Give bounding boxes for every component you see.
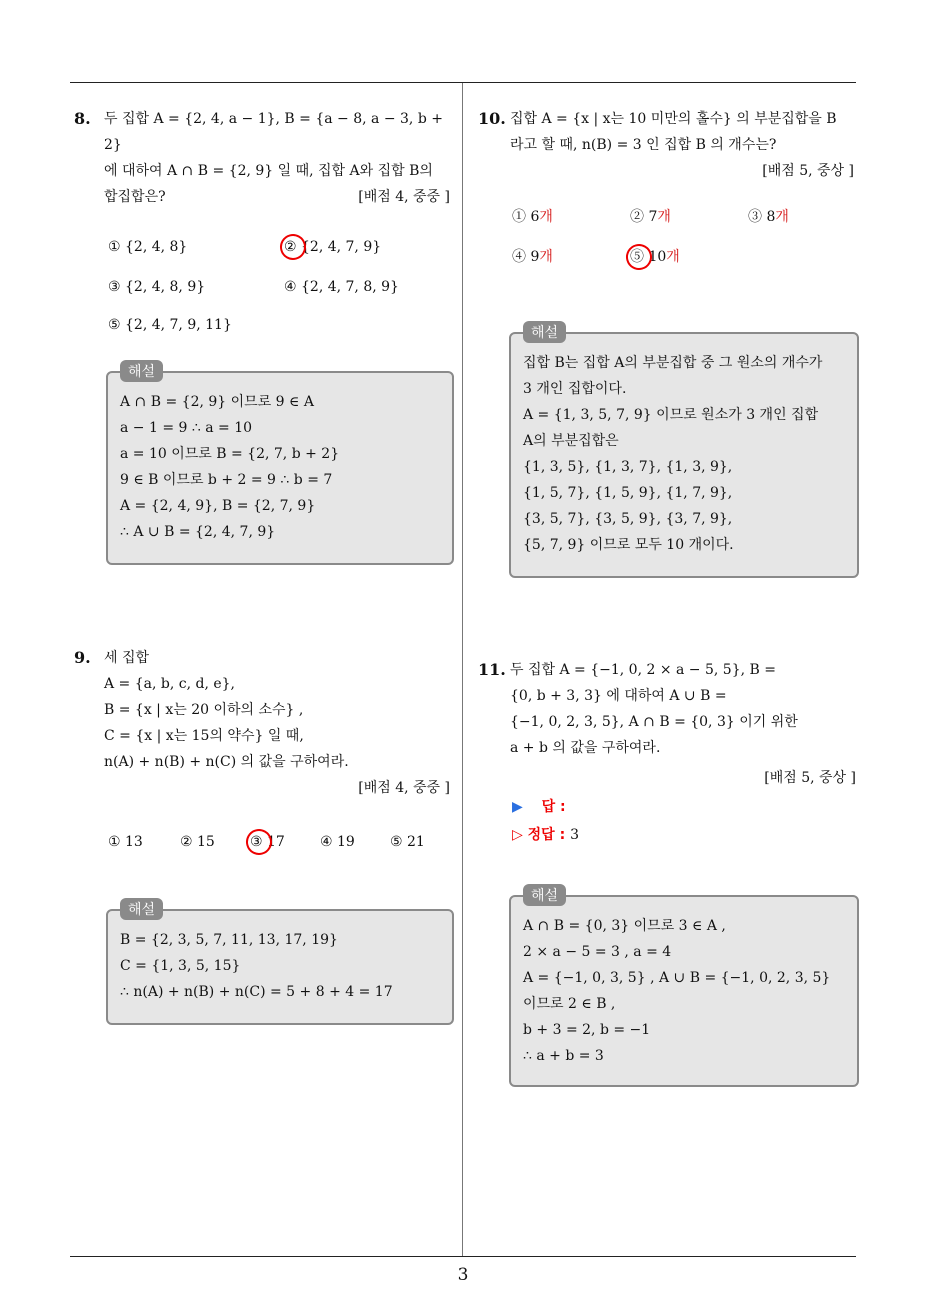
explanation-line: {1, 3, 5}, {1, 3, 7}, {1, 3, 9}, — [523, 459, 733, 475]
explanation-line: ∴ a + b = 3 — [523, 1048, 604, 1064]
choice-1[interactable]: ① {2, 4, 8} — [108, 239, 188, 255]
choices — [74, 236, 454, 336]
question-10 — [478, 106, 858, 268]
top-rule — [70, 82, 856, 83]
explanation-label: 해설 — [120, 898, 163, 920]
explanation-label: 해설 — [523, 884, 566, 906]
choice-unit: 개 — [666, 249, 680, 265]
explanation-line: 집합 B는 집합 A의 부분집합 중 그 원소의 개수가 — [523, 355, 823, 371]
question-11 — [478, 657, 858, 849]
choice-2-correct[interactable]: ② {2, 4, 7, 9} — [284, 236, 381, 258]
explanation-line: {3, 5, 7}, {3, 5, 9}, {3, 7, 9}, — [523, 511, 733, 527]
correct-label: 정답 : — [527, 827, 566, 843]
choice-3[interactable]: ③ {2, 4, 8, 9} — [108, 279, 206, 295]
explanation-label: 해설 — [523, 321, 566, 343]
play-triangle-icon: ▶ — [512, 799, 523, 815]
question-line: A = {a, b, c, d, e}, — [104, 676, 236, 692]
choice-1[interactable] — [512, 206, 553, 228]
question-8 — [74, 106, 454, 336]
answer-row — [512, 793, 858, 821]
explanation-line: ∴ n(A) + n(B) + n(C) = 5 + 8 + 4 = 17 — [120, 984, 393, 1000]
explanation-line: {1, 5, 7}, {1, 5, 9}, {1, 7, 9}, — [523, 485, 733, 501]
choice-4-text: ④ 9 — [512, 249, 540, 265]
choices — [478, 206, 858, 268]
explanation-line: A ∩ B = {0, 3} 이므로 3 ∈ A , — [523, 918, 726, 934]
explanation-line: 2 × a − 5 = 3 , a = 4 — [523, 944, 672, 960]
explanation-label: 해설 — [120, 360, 163, 382]
choice-3[interactable] — [748, 206, 789, 228]
outline-triangle-icon: ▷ — [512, 827, 523, 843]
explanation-line: A = {1, 3, 5, 7, 9} 이므로 원소가 3 개인 집합 — [523, 407, 819, 423]
choice-unit: 개 — [539, 209, 553, 225]
question-line: 세 집합 — [104, 650, 150, 666]
choice-1[interactable]: ① 13 — [108, 834, 143, 850]
bottom-rule — [70, 1256, 856, 1257]
explanation-line: C = {1, 3, 5, 15} — [120, 958, 241, 974]
explanation-line: A의 부분집합은 — [523, 433, 619, 449]
question-line: B = {x | x는 20 이하의 소수} , — [104, 702, 304, 718]
choice-5-text: ⑤ 10 — [630, 249, 667, 265]
answer-label: 답 : — [541, 799, 566, 815]
explanation-line: A = {2, 4, 9}, B = {2, 7, 9} — [120, 498, 316, 514]
column-divider — [462, 83, 463, 1257]
explanation-line: a − 1 = 9 ∴ a = 10 — [120, 420, 253, 436]
explanation-line: A = {−1, 0, 3, 5} , A ∪ B = {−1, 0, 2, 3, 5} — [523, 970, 831, 986]
question-line: n(A) + n(B) + n(C) 의 값을 구하여라. — [104, 754, 349, 770]
question-line: C = {x | x는 15의 약수} 일 때, — [104, 728, 304, 744]
choice-1-text: ① 6 — [512, 209, 540, 225]
score-label: [배점 4, 중중 ] — [358, 780, 450, 796]
score-label: [배점 5, 중상 ] — [764, 770, 856, 786]
choice-4[interactable]: ④ 19 — [320, 834, 355, 850]
question-line: 두 집합 A = {2, 4, a − 1}, B = {a − 8, a − 3, b + 2} — [104, 111, 443, 153]
score-label: [배점 5, 중상 ] — [762, 163, 854, 179]
choice-4[interactable] — [512, 246, 553, 268]
explanation-box-9 — [106, 902, 454, 1025]
explanation-box-10 — [509, 325, 859, 578]
choices — [74, 831, 454, 855]
explanation-line: 3 개인 집합이다. — [523, 381, 627, 397]
explanation-line: B = {2, 3, 5, 7, 11, 13, 17, 19} — [120, 932, 338, 948]
explanation-line: 이므로 2 ∈ B , — [523, 996, 616, 1012]
choice-4[interactable]: ④ {2, 4, 7, 8, 9} — [284, 279, 399, 295]
question-line: 에 대하여 A ∩ B = {2, 9} 일 때, 집합 A와 집합 B의 — [104, 163, 433, 179]
score-label: [배점 4, 중중 ] — [358, 189, 450, 205]
explanation-line: b + 3 = 2, b = −1 — [523, 1022, 651, 1038]
question-line: 집합 A = {x | x는 10 미만의 홀수} 의 부분집합을 B — [510, 111, 837, 127]
question-line: 합집합은? — [104, 189, 166, 205]
choice-3-correct[interactable]: ③ 17 — [250, 831, 285, 853]
question-line: 두 집합 A = {−1, 0, 2 × a − 5, 5}, B = — [510, 662, 776, 678]
correct-value: 3 — [570, 827, 579, 843]
explanation-line: ∴ A ∪ B = {2, 4, 7, 9} — [120, 524, 276, 540]
explanation-line: a = 10 이므로 B = {2, 7, b + 2} — [120, 446, 340, 462]
question-line: {−1, 0, 2, 3, 5}, A ∩ B = {0, 3} 이기 위한 — [510, 714, 798, 730]
question-9 — [74, 645, 454, 855]
question-number: 9. — [74, 648, 91, 667]
question-line: 라고 할 때, n(B) = 3 인 집합 B 의 개수는? — [510, 137, 777, 153]
question-number: 8. — [74, 109, 91, 128]
choice-3-text: ③ 8 — [748, 209, 776, 225]
question-line: {0, b + 3, 3} 에 대하여 A ∪ B = — [510, 688, 727, 704]
question-number: 10. — [478, 109, 506, 128]
choice-5[interactable]: ⑤ {2, 4, 7, 9, 11} — [108, 317, 232, 333]
choice-unit: 개 — [657, 209, 671, 225]
explanation-line: A ∩ B = {2, 9} 이므로 9 ∈ A — [120, 394, 314, 410]
choice-unit: 개 — [775, 209, 789, 225]
choice-2-text: ② 7 — [630, 209, 658, 225]
page-number: 3 — [457, 1265, 469, 1285]
correct-answer-row — [512, 821, 858, 849]
explanation-box-11 — [509, 888, 859, 1087]
choice-2[interactable] — [630, 206, 671, 228]
explanation-line: 9 ∈ B 이므로 b + 2 = 9 ∴ b = 7 — [120, 472, 333, 488]
question-line: a + b 의 값을 구하여라. — [510, 740, 661, 756]
choice-5[interactable]: ⑤ 21 — [390, 834, 425, 850]
explanation-box-8 — [106, 364, 454, 565]
question-number: 11. — [478, 660, 506, 679]
choice-5-correct[interactable] — [630, 246, 680, 268]
choice-2[interactable]: ② 15 — [180, 834, 215, 850]
explanation-line: {5, 7, 9} 이므로 모두 10 개이다. — [523, 537, 734, 553]
choice-unit: 개 — [539, 249, 553, 265]
